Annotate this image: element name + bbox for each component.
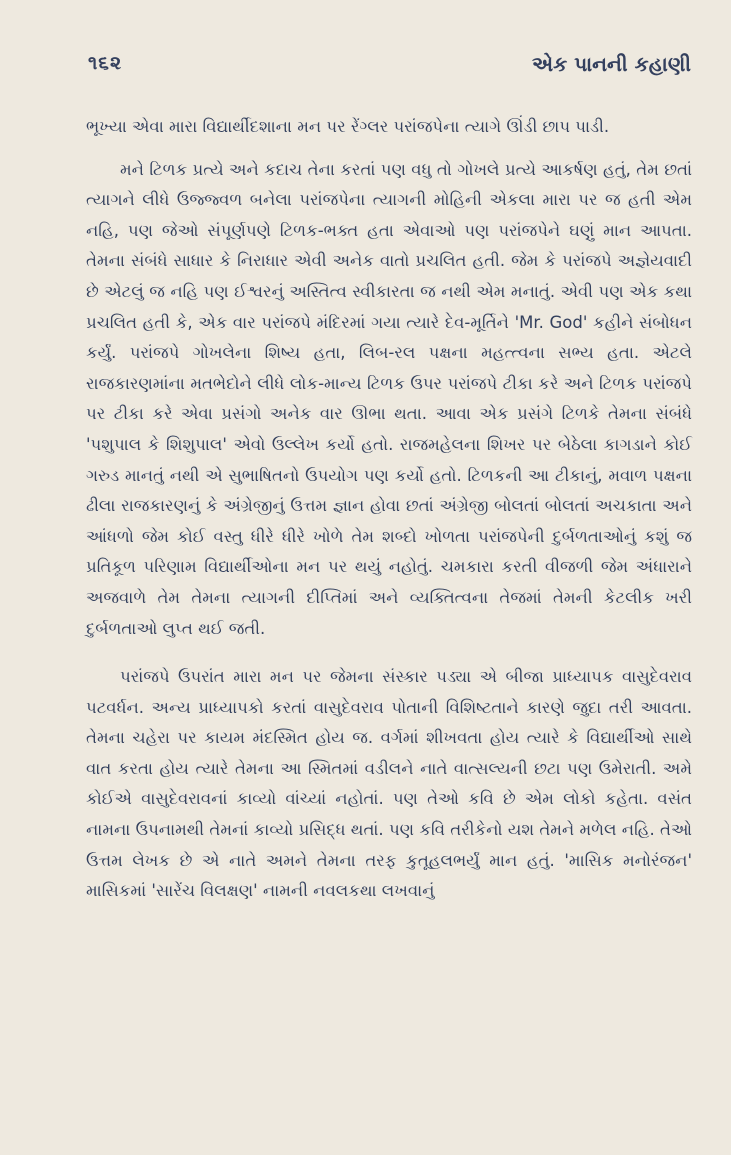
paragraph-paranjpe: મને ટિળક પ્રત્યે અને કદાચ તેના કરતાં પણ વધુ તો ગોખલે પ્રત્યે આકર્ષણ હતું, તેમ છતાં ત્યાગને લીધે ઉજ્જ્વળ બનેલા પરાંજપેના ત્યાગની મોહિની એકલા મારા પર જ હતી એમ નહિ, પણ જેઓ સંપૂર્ણપણે ટિળક-ભક્ત હતા એવાઓ પણ પરાંજપેને ઘણું માન આપતા. તેમના સંબંધે સાધાર કે નિરાધાર એવી અનેક વાતો પ્રચલિત હતી. જેમ કે પરાંજપે અજ્ઞેયવાદી છે એટલું જ નહિ પણ ઈશ્વરનું અસ્તિત્વ સ્વીકારતા જ નથી એમ મનાતું. એવી પણ એક કથા પ્રચલિત હતી કે, એક વાર પરાંજપે મંદિરમાં ગયા ત્યારે દેવ-મૂર્તિને 'Mr. God' કહીને સંબોધન કર્યું. પરાંજપે ગોખલેના શિષ્ય હતા, લિબ-રલ પક્ષના મહત્ત્વના સભ્ય હતા. એટલે રાજકારણમાંના મતભેદોને લીધે લોક-માન્ય ટિળક ઉપર પરાંજપે ટીકા કરે અને ટિળક પરાંજપે પર ટીકા કરે એવા પ્રસંગો અનેક વાર ઊભા થતા. આવા એક પ્રસંગે ટિળકે તેમના સંબંધે 'પશુપાલ કે શિશુપાલ' એવો ઉલ્લેખ કર્યો હતો. રાજમહેલના શિખર પર બેઠેલા કાગડાને કોઈ ગરુડ માનતું નથી એ સુભાષિતનો ઉપયોગ પણ કર્યો હતો. ટિળકની આ ટીકાનું, મવાળ પક્ષના ઢીલા રાજકારણનું કે અંગ્રેજીનું ઉત્તમ જ્ઞાન હોવા છતાં અંગ્રેજી બોલતાં બોલતાં અચકાતા અને આંધળો જેમ કોઈ વસ્તુ ધીરે ધીરે ખોળે તેમ શબ્દો ખોળતા પરાંજપેની દુર્બળતાઓનું કશું જ પ્રતિકૂળ પરિણામ વિદ્યાર્થીઓના મન પર થયું નહોતું. ચમકારા કરતી વીજળી જેમ અંધારાને અજવાળે તેમ તેમના ત્યાગની દીપ્તિમાં અને વ્યક્તિત્વના તેજમાં તેમની કેટલીક ખરી દુર્બળતાઓ લુપ્ત થઈ જતી. (86, 159, 692, 638)
page-header (88, 52, 691, 80)
running-title: એક પાનની કહાણી (532, 52, 691, 76)
paragraph-patwardhan: પરાંજપે ઉપરાંત મારા મન પર જેમના સંસ્કાર પડ્યા એ બીજા પ્રાધ્યાપક વાસુદેવરાવ પટવર્ધન. અન્ય પ્રાધ્યાપકો કરતાં વાસુદેવરાવ પોતાની વિશિષ્ટતાને કારણે જુદા તરી આવતા. તેમના ચહેરા પર કાયમ મંદસ્મિત હોય જ. વર્ગમાં શીખવતા હોય ત્યારે કે વિદ્યાર્થીઓ સાથે વાત કરતા હોય ત્યારે તેમના આ સ્મિતમાં વડીલને નાતે વાત્સલ્યની છટા પણ ઉમેરાતી. અમે કોઈએ વાસુદેવરાવનાં કાવ્યો વાંચ્યાં નહોતાં. પણ તેઓ કવિ છે એમ લોકો કહેતા. વસંત નામના ઉપનામથી તેમનાં કાવ્યો પ્રસિદ્ધ થતાં. પણ કવિ તરીકેનો યશ તેમને મળેલ નહિ. તેઓ ઉત્તમ લેખક છે એ નાતે અમને તેમના તરફ કુતૂહલભર્યું માન હતું. 'માસિક મનોરંજન' માસિકમાં 'સારેંચ વિલક્ષણ' નામની નવલકથા લખવાનું (86, 667, 692, 901)
paragraph-continued: ભૂખ્યા એવા મારા વિદ્યાર્થીદશાના મન પર રેંગ્લર પરાંજપેના ત્યાગે ઊંડી છાપ પાડી. (86, 117, 610, 136)
page-number: ૧૬૨ (88, 52, 123, 74)
body-text (86, 112, 692, 907)
